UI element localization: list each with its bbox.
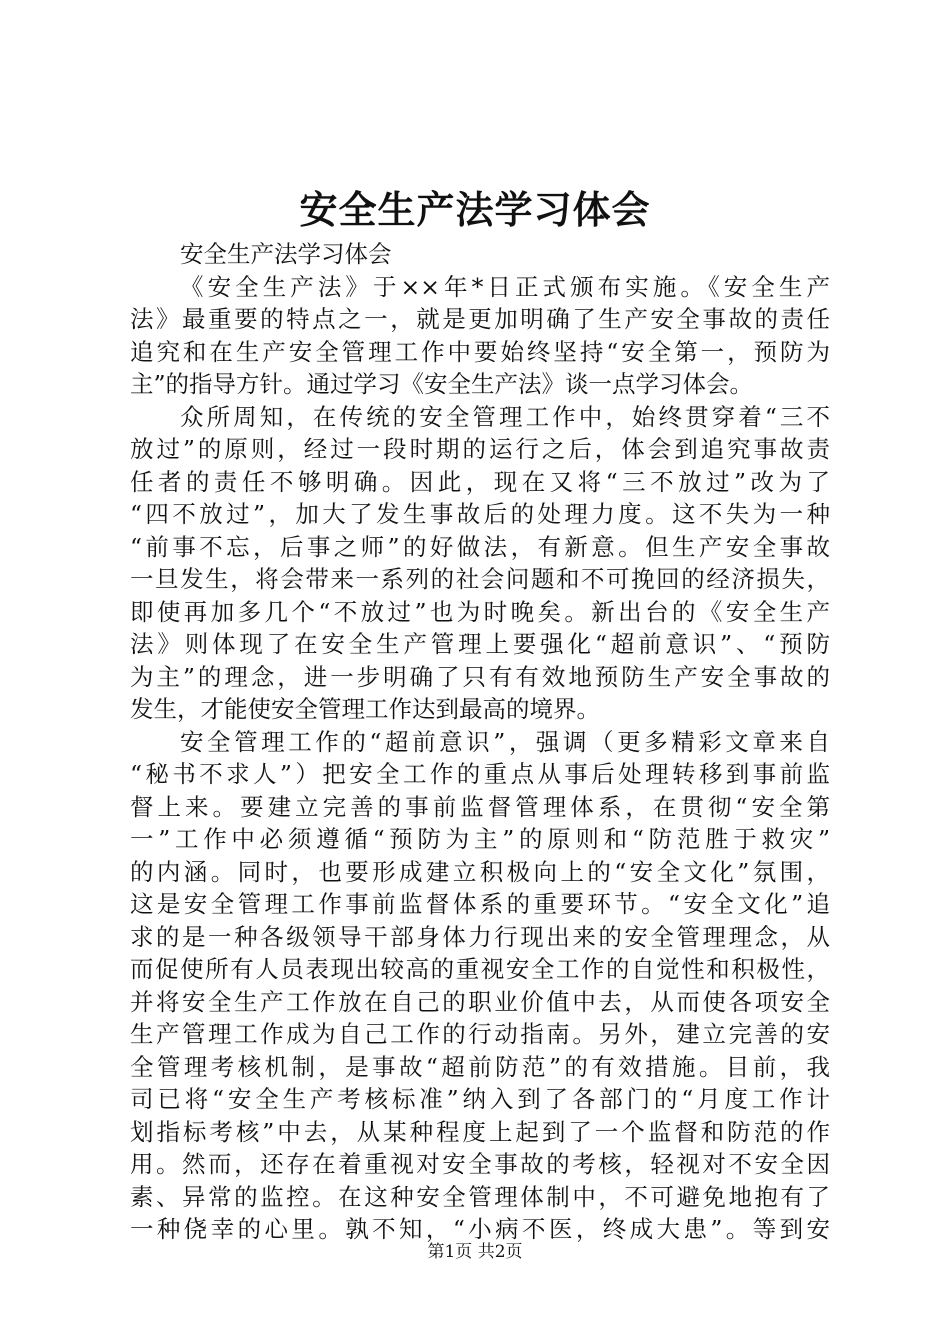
- text-line: 一种侥幸的心里。孰不知，“小病不医，终成大患”。等到安: [130, 1215, 830, 1243]
- text-line: 一”工作中必须遵循“预防为主”的原则和“防范胜于救灾”: [130, 825, 830, 853]
- text-line: “秘书不求人”）把安全工作的重点从事后处理转移到事前监: [130, 760, 830, 788]
- text-line: 法》则体现了在安全生产管理上要强化“超前意识”、“预防: [130, 630, 830, 658]
- text-line: 一旦发生，将会带来一系列的社会问题和不可挽回的经济损失，: [130, 565, 830, 593]
- text-line: “前事不忘，后事之师”的好做法，有新意。但生产安全事故: [130, 532, 830, 561]
- text-line: 督上来。要建立完善的事前监督管理体系，在贯彻“安全第: [130, 792, 830, 821]
- text-line: 众所周知，在传统的安全管理工作中，始终贯穿着“三不: [180, 402, 830, 431]
- text-line: 追究和在生产安全管理工作中要始终坚持“安全第一，预防为: [130, 337, 830, 366]
- text-line: 即使再加多几个“不放过”也为时晚矣。新出台的《安全生产: [130, 597, 830, 626]
- text-line: 用。然而，还存在着重视对安全事故的考核，轻视对不安全因: [130, 1150, 830, 1178]
- text-line: 的内涵。同时，也要形成建立积极向上的“安全文化”氛围，: [130, 857, 830, 886]
- text-line: 《安全生产法》于××年*日正式颁布实施。《安全生产: [180, 272, 830, 301]
- text-line: 法》最重要的特点之一，就是更加明确了生产安全事故的责任: [130, 305, 830, 333]
- text-line: “四不放过”，加大了发生事故后的处理力度。这不失为一种: [130, 500, 830, 528]
- text-line: 这是安全管理工作事前监督体系的重要环节。“安全文化”追: [130, 890, 830, 918]
- text-line: 主”的指导方针。通过学习《安全生产法》谈一点学习体会。: [130, 370, 754, 398]
- text-line: 放过”的原则，经过一段时期的运行之后，体会到追究事故责: [130, 435, 830, 463]
- text-line: 而促使所有人员表现出较高的重视安全工作的自觉性和积极性，: [130, 955, 830, 983]
- text-line: 划指标考核”中去，从某种程度上起到了一个监督和防范的作: [130, 1117, 830, 1146]
- text-line: 任者的责任不够明确。因此，现在又将“三不放过”改为了: [130, 467, 830, 496]
- text-line: 司已将“安全生产考核标准”纳入到了各部门的“月度工作计: [130, 1085, 830, 1113]
- document-body: [130, 238, 830, 1246]
- text-line: 安全管理工作的“超前意识”，强调（更多精彩文章来自: [180, 727, 830, 756]
- text-line: 并将安全生产工作放在自己的职业价值中去，从而使各项安全: [130, 987, 830, 1016]
- text-line: 素、异常的监控。在这种安全管理体制中，不可避免地抱有了: [130, 1182, 830, 1211]
- document-title: 安全生产法学习体会: [299, 187, 651, 232]
- page-footer: 第1页 共2页: [427, 1242, 523, 1262]
- text-line: 为主”的理念，进一步明确了只有有效地预防生产安全事故的: [130, 662, 830, 691]
- text-line: 安全生产法学习体会: [180, 240, 392, 268]
- text-line: 生产管理工作成为自己工作的行动指南。另外，建立完善的安: [130, 1020, 830, 1048]
- text-line: 发生，才能使安全管理工作达到最高的境界。: [130, 695, 600, 723]
- text-line: 全管理考核机制，是事故“超前防范”的有效措施。目前，我: [130, 1052, 830, 1081]
- text-line: 求的是一种各级领导干部身体力行现出来的安全管理理念，从: [130, 922, 830, 951]
